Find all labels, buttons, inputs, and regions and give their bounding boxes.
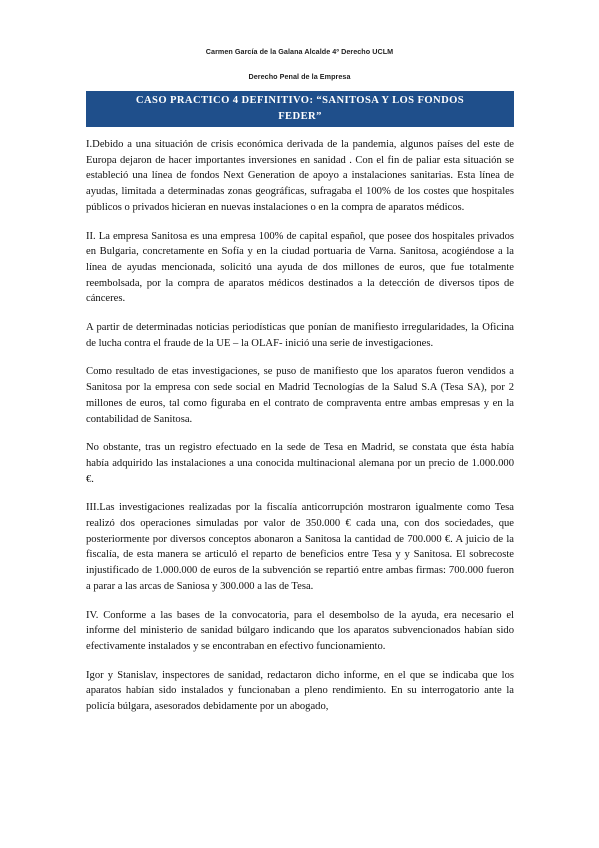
paragraph-7: IV. Conforme a las bases de la convocatoria, para el desembolso de la ayuda, era necesario el informe del ministerio de sanidad búlgaro indicando que los aparatos subvencionados habían sido efectivamente instalados y se encontraban en efectivo funcionamiento. bbox=[86, 609, 514, 652]
paragraph-8: Igor y Stanislav, inspectores de sanidad, redactaron dicho informe, en el que se indicaba que los aparatos habían sido instalados y funcionaban a pleno rendimiento. En su interrogatorio ante la policía búlgara, asesorados debidamente por un abogado, bbox=[86, 669, 514, 713]
case-title-line-1: CASO PRACTICO 4 DEFINITIVO: “SANITOSA Y LOS FONDOS bbox=[135, 95, 465, 106]
paragraph-6: III.Las investigaciones realizadas por la fiscalía anticorrupción mostraron igualmente como Tesa realizó dos operaciones simuladas por valor de 350.000 € cada una, con dos sociedades, que posteriormente por diversos conceptos abonaron a Sanitosa la cantidad de 700.000 €. A juicio de la fiscalía, de esta manera se articuló el reparto de beneficios entre Tesa y y Sanitosa. El sobrecoste injustificado de 1.000.000 de euros de la subvención se repartió entre ambas firmas: 700.000 fueron a parar a las arcas de Saniosa y 300.000 a las de Tesa. bbox=[86, 502, 514, 592]
paragraph-4: Como resultado de etas investigaciones, se puso de manifiesto que los aparatos fueron vendidos a Sanitosa por la empresa con sede social en Madrid Tecnologías de la Salud S.A (Tesa SA), por 2 millones de euros, tal como figuraba en el contrato de compraventa entre ambas empresas y en la contabilidad de Sanitosa. bbox=[86, 366, 514, 425]
paragraph-1: I.Debido a una situación de crisis económica derivada de la pandemia, algunos países del este de Europa dejaron de hacer importantes inversiones en sanidad . Con el fin de paliar esta situación se estableció una línea de fondos Next Generation de apoyo a instalaciones sanitarias. Esta línea de ayudas, limitada a determinadas zonas geográficas, sufragaba el 100% de los costes que hospitales públicos o privados hicieran en nuevas instalaciones o en la compra de aparatos médicos. bbox=[86, 139, 514, 213]
paragraph-2: II. La empresa Sanitosa es una empresa 100% de capital español, que posee dos hospitales privados en Bulgaria, concretamente en Sofía y en la ciudad portuaria de Varna. Sanitosa, acogiéndose a la línea de ayudas mencionada, solicitó una ayuda de dos millones de euros, que fue totalmente reembolsada, por la compra de aparatos médicos destinados a la detección de diversos tipos de cánceres. bbox=[86, 230, 514, 305]
case-body bbox=[86, 137, 514, 728]
case-title-banner bbox=[86, 91, 514, 127]
case-title-line-2: FEDER” bbox=[278, 111, 322, 122]
paragraph-3: A partir de determinadas noticias periodísticas que ponían de manifiesto irregularidades, la Oficina de lucha contra el fraude de la UE – la OLAF- inició una serie de investigaciones. bbox=[86, 322, 514, 349]
author-header: Carmen García de la Galana Alcalde 4º Derecho UCLM bbox=[205, 47, 394, 56]
paragraph-5: No obstante, tras un registro efectuado en la sede de Tesa en Madrid, se constata que ésta había había adquirido las instalaciones a una conocida multinacional alemana por un precio de 1.000.000 €. bbox=[86, 442, 514, 485]
course-header: Derecho Penal de la Empresa bbox=[248, 72, 351, 81]
